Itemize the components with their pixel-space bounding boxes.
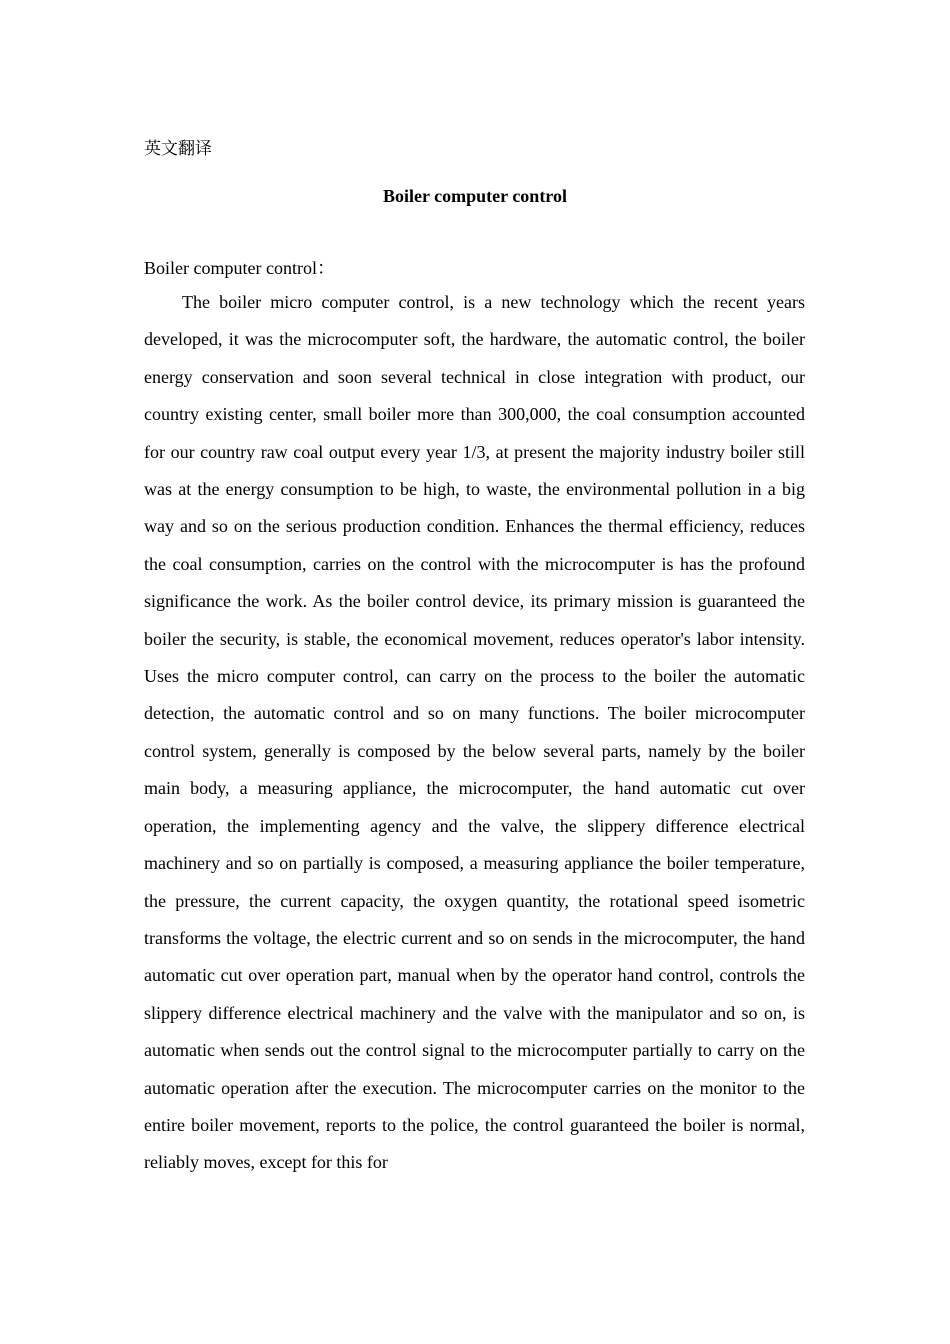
body-paragraph: The boiler micro computer control, is a new technology which the recent years developed, it was the microcomputer soft, the hardware, the automatic control, the boiler energy conservation and soon several technical in close integration with product, our country existing center, small boiler more than 300,000, the coal consumption accounted for our country raw coal output every year 1/3, at present the majority industry boiler still was at the energy consumption to be high, to waste, the environmental pollution in a big way and so on the serious production condition. Enhances the thermal efficiency, reduces the coal consumption, carries on the control with the microcomputer is has the profound significance the work. As the boiler control device, its primary mission is guaranteed the boiler the security, is stable, the economical movement, reduces operator's labor intensity. Uses the micro computer control, can carry on the process to the boiler the automatic detection, the automatic control and so on many functions. The boiler microcomputer control system, generally is composed by the below several parts, namely by the boiler main body, a measuring appliance, the microcomputer, the hand automatic cut over operation, the implementing agency and the valve, the slippery difference electrical machinery and so on partially is composed, a measuring appliance the boiler temperature, the pressure, the current capacity, the oxygen quantity, the rotational speed isometric transforms the voltage, the electric current and so on sends in the microcomputer, the hand automatic cut over operation part, manual when by the operator hand control, controls the slippery difference electrical machinery and the valve with the manipulator and so on, is automatic when sends out the control signal to the microcomputer partially to carry on the automatic operation after the execution. The microcomputer carries on the monitor to the entire boiler movement, reports to the police, the control guaranteed the boiler is normal, reliably moves, except for this for	[144, 292, 805, 1173]
document-title: Boiler computer control	[383, 186, 567, 206]
chinese-label: 英文翻译	[144, 139, 212, 159]
section-label: Boiler computer control：	[144, 258, 335, 278]
